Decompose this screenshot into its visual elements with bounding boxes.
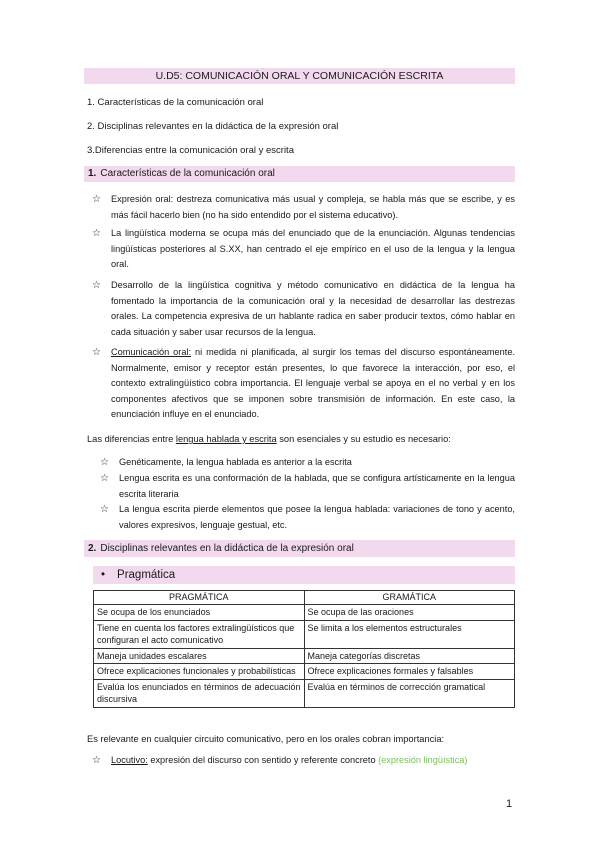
table-header-row: [94, 591, 515, 605]
list-item: [100, 502, 515, 533]
table-cell: Se ocupa de los enunciados: [94, 605, 305, 621]
star-bullet-icon: ☆: [92, 347, 101, 358]
list-item: [100, 471, 515, 502]
paragraph: [87, 433, 515, 445]
paragraph-text: Las diferencias entre: [87, 434, 176, 444]
list-item-text: ni medida ni planificada, al surgir los temas del discurso espontáneamente. Normalmente, emisor y receptor están presentes, lo que favorece la interacción, por eso, el contexto extralingüístico cobra importancia. El lenguaje verbal se apoya en el no verbal y en los componentes afectivos que se imponen sobre transmisión de información. En este caso, la enunciación influye en el enunciado.: [111, 347, 515, 420]
list-item-text: La lingüística moderna se ocupa más del enunciado que de la enunciación. Algunas tendencias lingüísticas posteriores al S.XX, han centrado el eje empírico en el uso de la lengua y la lengua oral.: [111, 228, 515, 270]
list-item: [92, 192, 515, 223]
underlined-term: lengua hablada y escrita: [175, 434, 277, 444]
toc-item-2: 2. Disciplinas relevantes en la didáctica de la expresión oral: [87, 121, 339, 132]
section-heading-2: [84, 540, 515, 557]
table-cell: Ofrece explicaciones funcionales y probabilísticas: [94, 664, 305, 680]
subsection-heading: [93, 566, 515, 584]
paragraph: Es relevante en cualquier circuito comunicativo, pero en los orales cobran importancia:: [87, 734, 445, 744]
paragraph-text: son esenciales y su estudio es necesario:: [276, 434, 451, 444]
term-label: Comunicación oral:: [111, 347, 192, 357]
section-title: Características de la comunicación oral: [100, 168, 275, 179]
list-item: [92, 345, 515, 423]
toc-item-1: 1. Características de la comunicación oral: [87, 97, 264, 108]
section-number: 2.: [88, 543, 97, 554]
table-row: [94, 605, 515, 621]
star-bullet-icon: ☆: [92, 755, 101, 766]
table-row: [94, 620, 515, 648]
page-number: 1: [506, 798, 513, 810]
table-row: [94, 679, 515, 707]
table-cell: Maneja unidades escalares: [94, 648, 305, 664]
bullet-dot-icon: •: [101, 569, 106, 581]
star-bullet-icon: ☆: [92, 280, 101, 291]
list-item-text: expresión del discurso con sentido y referente concreto: [147, 755, 379, 765]
toc-item-3: 3.Diferencias entre la comunicación oral y escrita: [87, 145, 294, 156]
table-row: [94, 664, 515, 680]
table-cell: Se ocupa de las oraciones: [304, 605, 515, 621]
list-item: [100, 455, 515, 471]
table-cell: Tiene en cuenta los factores extralingüísticos que configuran el acto comunicativo: [94, 620, 305, 648]
list-item: [92, 278, 515, 340]
star-bullet-icon: ☆: [100, 457, 109, 468]
star-bullet-icon: ☆: [92, 194, 101, 205]
section-title: Disciplinas relevantes en la didáctica de la expresión oral: [100, 543, 354, 554]
list-item-text: Expresión oral: destreza comunicativa más usual y compleja, se habla más que se escribe, y es más fácil hacerlo bien (no ha sido entendido por el sistema educativo).: [111, 194, 515, 220]
comparison-table: [93, 590, 515, 708]
list-item: [92, 753, 515, 769]
star-bullet-icon: ☆: [92, 228, 101, 239]
table-cell: Evalúa los enunciados en términos de adecuación discursiva: [94, 679, 305, 707]
annotation-note: (expresión lingüística): [378, 755, 468, 765]
subsection-title: Pragmática: [117, 569, 176, 581]
section-heading-1: [84, 166, 515, 182]
star-bullet-icon: ☆: [100, 473, 109, 484]
list-item-text: Desarrollo de la lingüística cognitiva y método comunicativo en didáctica de la lengua ha fomentado la importancia de la comunicación oral y la necesidad de desarrollar las destrezas orales. La competencia expresiva de un hablante radica en saber producir textos, cómo hablar en cada situación y saber usar recursos de la lengua.: [111, 280, 515, 337]
table-cell: Se limita a los elementos estructurales: [304, 620, 515, 648]
column-header: PRAGMÁTICA: [94, 591, 305, 605]
table-row: [94, 648, 515, 664]
table-cell: Evalúa en términos de corrección gramatical: [304, 679, 515, 707]
document-title: U.D5: COMUNICACIÓN ORAL Y COMUNICACIÓN ESCRITA: [84, 68, 515, 84]
list-item-text: La lengua escrita pierde elementos que posee la lengua hablada: variaciones de tono y acento, valores expresivos, lenguaje gestual, etc.: [119, 504, 515, 530]
list-item: [92, 226, 515, 273]
star-bullet-icon: ☆: [100, 504, 109, 515]
table-cell: Maneja categorías discretas: [304, 648, 515, 664]
table-cell: Ofrece explicaciones formales y falsables: [304, 664, 515, 680]
list-item-text: Lengua escrita es una conformación de la hablada, que se configura artísticamente en la lengua escrita literaria: [119, 473, 515, 499]
column-header: GRAMÁTICA: [304, 591, 515, 605]
term-label: Locutivo:: [111, 755, 148, 765]
section-number: 1.: [88, 168, 97, 179]
list-item-text: Genéticamente, la lengua hablada es anterior a la escrita: [119, 457, 352, 467]
